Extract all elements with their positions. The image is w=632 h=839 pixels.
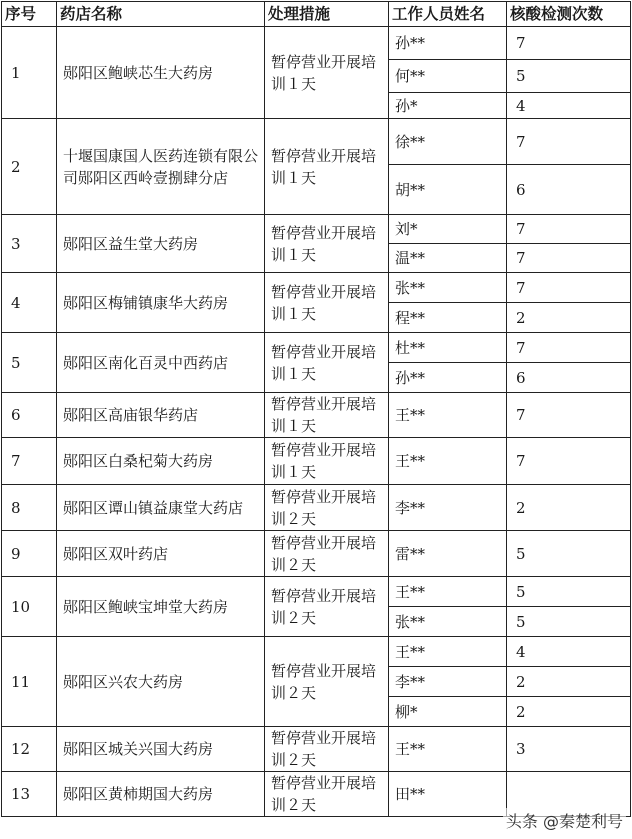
cell-staff-name: 张** <box>389 273 507 303</box>
cell-staff-name: 杜** <box>389 333 507 363</box>
cell-pharmacy-name: 十堰国康国人医药连锁有限公司郧阳区西岭壹捌肆分店 <box>57 119 265 215</box>
cell-measure: 暂停营业开展培训１天 <box>265 333 389 393</box>
cell-staff-name: 柳* <box>389 697 507 727</box>
cell-test-count: 2 <box>507 667 631 697</box>
cell-staff-name: 孙** <box>389 27 507 60</box>
cell-test-count: 5 <box>507 607 631 637</box>
cell-pharmacy-name: 郧阳区谭山镇益康堂大药店 <box>57 485 265 531</box>
cell-staff-name: 刘* <box>389 215 507 244</box>
cell-staff-name: 张** <box>389 607 507 637</box>
cell-measure: 暂停营业开展培训１天 <box>265 438 389 485</box>
cell-pharmacy-name: 郧阳区黄柿期国大药房 <box>57 772 265 817</box>
cell-test-count: 6 <box>507 363 631 393</box>
cell-test-count: 4 <box>507 637 631 667</box>
cell-no: 12 <box>2 727 57 772</box>
table-row <box>2 727 631 772</box>
cell-no: 13 <box>2 772 57 817</box>
table-row <box>2 273 631 303</box>
table-row <box>2 119 631 165</box>
cell-no: 4 <box>2 273 57 333</box>
cell-pharmacy-name: 郧阳区双叶药店 <box>57 531 265 577</box>
table-row <box>2 637 631 667</box>
table-row <box>2 393 631 438</box>
cell-no: 6 <box>2 393 57 438</box>
cell-pharmacy-name: 郧阳区鲍峡芯生大药房 <box>57 27 265 119</box>
cell-test-count: 2 <box>507 697 631 727</box>
table-row <box>2 531 631 577</box>
table-body <box>2 27 631 817</box>
table-row <box>2 577 631 607</box>
cell-test-count: 7 <box>507 273 631 303</box>
cell-test-count: 5 <box>507 60 631 93</box>
cell-staff-name: 王** <box>389 393 507 438</box>
cell-pharmacy-name: 郧阳区兴农大药房 <box>57 637 265 727</box>
watermark: 头条 @秦楚利号 <box>503 808 626 833</box>
cell-measure: 暂停营业开展培训２天 <box>265 577 389 637</box>
header-pharmacy-name: 药店名称 <box>57 2 265 27</box>
cell-measure: 暂停营业开展培训１天 <box>265 119 389 215</box>
cell-test-count: 7 <box>507 393 631 438</box>
cell-pharmacy-name: 郧阳区梅铺镇康华大药房 <box>57 273 265 333</box>
header-test-count: 核酸检测次数 <box>507 2 631 27</box>
cell-pharmacy-name: 郧阳区南化百灵中西药店 <box>57 333 265 393</box>
cell-test-count: 4 <box>507 93 631 119</box>
cell-staff-name: 李** <box>389 667 507 697</box>
cell-staff-name: 何** <box>389 60 507 93</box>
cell-staff-name: 李** <box>389 485 507 531</box>
cell-no: 8 <box>2 485 57 531</box>
table-row <box>2 438 631 485</box>
cell-staff-name: 孙** <box>389 363 507 393</box>
cell-measure: 暂停营业开展培训１天 <box>265 393 389 438</box>
cell-pharmacy-name: 郧阳区益生堂大药房 <box>57 215 265 273</box>
cell-test-count: 7 <box>507 27 631 60</box>
cell-no: 9 <box>2 531 57 577</box>
cell-test-count: 7 <box>507 438 631 485</box>
cell-measure: 暂停营业开展培训２天 <box>265 772 389 817</box>
cell-staff-name: 王** <box>389 727 507 772</box>
cell-pharmacy-name: 郧阳区高庙银华药店 <box>57 393 265 438</box>
cell-measure: 暂停营业开展培训２天 <box>265 637 389 727</box>
cell-test-count: 7 <box>507 215 631 244</box>
cell-no: 1 <box>2 27 57 119</box>
cell-staff-name: 雷** <box>389 531 507 577</box>
cell-test-count: 7 <box>507 333 631 363</box>
table-row <box>2 27 631 60</box>
cell-no: 2 <box>2 119 57 215</box>
cell-no: 3 <box>2 215 57 273</box>
cell-pharmacy-name: 郧阳区鲍峡宝坤堂大药房 <box>57 577 265 637</box>
cell-measure: 暂停营业开展培训１天 <box>265 215 389 273</box>
cell-staff-name: 温** <box>389 244 507 273</box>
cell-no: 11 <box>2 637 57 727</box>
cell-no: 10 <box>2 577 57 637</box>
cell-test-count: 3 <box>507 727 631 772</box>
cell-staff-name: 王** <box>389 577 507 607</box>
cell-staff-name: 程** <box>389 303 507 333</box>
table-row <box>2 215 631 244</box>
cell-measure: 暂停营业开展培训１天 <box>265 27 389 119</box>
cell-no: 7 <box>2 438 57 485</box>
cell-measure: 暂停营业开展培训１天 <box>265 273 389 333</box>
cell-test-count: 2 <box>507 485 631 531</box>
cell-test-count: 6 <box>507 165 631 215</box>
table-row <box>2 333 631 363</box>
cell-staff-name: 田** <box>389 772 507 817</box>
cell-measure: 暂停营业开展培训２天 <box>265 727 389 772</box>
cell-test-count: 5 <box>507 531 631 577</box>
cell-pharmacy-name: 郧阳区白桑杞菊大药房 <box>57 438 265 485</box>
cell-measure: 暂停营业开展培训２天 <box>265 531 389 577</box>
cell-test-count: 2 <box>507 303 631 333</box>
cell-pharmacy-name: 郧阳区城关兴国大药房 <box>57 727 265 772</box>
header-row <box>2 2 631 27</box>
header-staff-name: 工作人员姓名 <box>389 2 507 27</box>
cell-staff-name: 王** <box>389 438 507 485</box>
cell-staff-name: 王** <box>389 637 507 667</box>
violation-table <box>1 1 631 817</box>
header-measure: 处理措施 <box>265 2 389 27</box>
cell-test-count: 7 <box>507 244 631 273</box>
cell-measure: 暂停营业开展培训２天 <box>265 485 389 531</box>
cell-staff-name: 胡** <box>389 165 507 215</box>
header-no: 序号 <box>2 2 57 27</box>
cell-no: 5 <box>2 333 57 393</box>
cell-staff-name: 孙* <box>389 93 507 119</box>
cell-test-count: 7 <box>507 119 631 165</box>
table-row <box>2 485 631 531</box>
cell-staff-name: 徐** <box>389 119 507 165</box>
cell-test-count: 5 <box>507 577 631 607</box>
